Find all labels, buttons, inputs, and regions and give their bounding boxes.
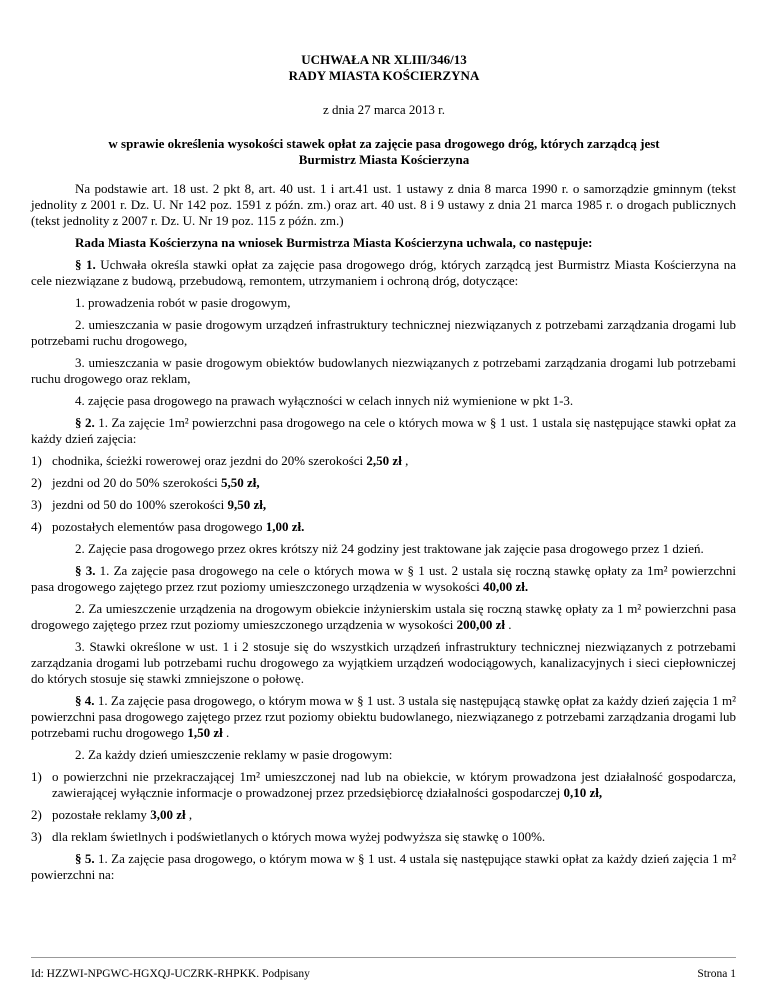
section-2-label: § 2. — [75, 415, 95, 430]
section-4 — [31, 693, 736, 741]
page-number: Strona 1 — [697, 968, 736, 980]
document-header — [0, 52, 768, 168]
document-id: Id: HZZWI-NPGWC-HGXQJ-UCZRK-RHPKK. Podpisany — [31, 968, 310, 980]
council-name: RADY MIASTA KOŚCIERZYNA — [288, 68, 480, 83]
section-3-value: 40,00 zł. — [482, 579, 529, 594]
resolution-number: UCHWAŁA NR XLIII/346/13 — [301, 52, 467, 67]
preamble: Na podstawie art. 18 ust. 2 pkt 8, art. 40 ust. 1 i art.41 ust. 1 ustawy z dnia 8 marca 1990 r. o samorządzie gminnym (tekst jednolity z 2001 r. Dz. U. Nr 142 poz. 1591 z późn. zm.) oraz art. 40 ust. 8 i 9 ustawy z dnia 21 marca 1985 r. o drogach publicznych (tekst jednolity z 2007 r. Dz. U. Nr 19 poz. 115 z późn. zm.) — [31, 181, 736, 228]
ad-item — [31, 807, 736, 823]
rate-suffix: , — [401, 453, 409, 468]
rate-item — [31, 475, 736, 491]
rate-number: 1) — [31, 453, 42, 468]
rate-item — [31, 453, 736, 469]
rate-text: jezdni od 50 do 100% szerokości — [52, 497, 228, 512]
document-body — [31, 181, 736, 889]
section-5 — [31, 851, 736, 883]
section-1-item: 4. zajęcie pasa drogowego na prawach wyłączności w celach innych niż wymienione w pkt 1-3. — [75, 393, 574, 408]
ad-number: 2) — [31, 807, 42, 822]
rate-number: 4) — [31, 519, 42, 534]
rate-value: 1,00 zł. — [265, 519, 305, 534]
ad-text: o powierzchni nie przekraczającej 1m² umieszczonej nad lub na obiekcie, w którym prowadzona jest działalność gospodarcza, zawierającej wyłącznie informacje o prowadzonej przez przedsiębiorcę działalności gospodarczej — [52, 769, 736, 800]
ad-suffix: , — [185, 807, 193, 822]
ad-text: pozostałe reklamy — [52, 807, 151, 822]
ad-item — [31, 829, 736, 845]
ad-text: dla reklam świetlnych i podświetlanych o których mowa wyżej podwyższa się stawkę o 100%. — [52, 829, 546, 844]
section-3-p2-text: 2. Za umieszczenie urządzenia na drogowym obiekcie inżynierskim ustala się roczną stawkę opłaty za 1 m² powierzchni pasa drogowego zajętego przez rzut poziomy umieszczonego urządzenia w wysokości — [31, 601, 736, 632]
section-4-paragraph-2: 2. Za każdy dzień umieszczenie reklamy w pasie drogowym: — [75, 747, 393, 762]
page-footer — [31, 957, 736, 980]
section-3 — [31, 563, 736, 595]
ad-item — [31, 769, 736, 801]
section-1 — [31, 257, 736, 289]
ad-number: 1) — [31, 769, 42, 784]
section-2-text: 1. Za zajęcie 1m² powierzchni pasa drogowego na cele o których mowa w § 1 ust. 1 ustala się następujące stawki opłat za każdy dzień zajęcia: — [31, 415, 737, 446]
rate-item — [31, 519, 736, 535]
ad-value: 0,10 zł, — [563, 785, 603, 800]
section-3-p2-value: 200,00 zł — [456, 617, 505, 632]
section-1-item: 2. umieszczania w pasie drogowym urządzeń infrastruktury technicznej niezwiązanych z potrzebami zarządzania drogami lub potrzebami ruchu drogowego, — [31, 317, 736, 348]
rate-text: pozostałych elementów pasa drogowego — [52, 519, 266, 534]
section-1-text: Uchwała określa stawki opłat za zajęcie pasa drogowego dróg, których zarządcą jest Burmistrz Miasta Kościerzyna na cele niezwiązane z budową, przebudową, remontem, utrzymaniem i ochroną dróg, dotyczące: — [31, 257, 737, 288]
subject-line-1: w sprawie określenia wysokości stawek opłat za zajęcie pasa drogowego dróg, których zarządcą jest — [108, 136, 660, 151]
resolution-subject — [0, 136, 768, 168]
section-4-suffix: . — [222, 725, 230, 740]
rate-number: 3) — [31, 497, 42, 512]
rate-number: 2) — [31, 475, 42, 490]
section-3-text: 1. Za zajęcie pasa drogowego na cele o których mowa w § 1 ust. 2 ustala się roczną stawkę opłaty za 1m² powierzchni pasa drogowego zajętego przez rzut poziomy umieszczonego urządzenia w wysokości — [31, 563, 736, 594]
section-2-paragraph-2: 2. Zajęcie pasa drogowego przez okres krótszy niż 24 godziny jest traktowane jak zajęcie pasa drogowego przez 1 dzień. — [75, 541, 704, 556]
section-3-label: § 3. — [75, 563, 96, 578]
section-4-value: 1,50 zł — [187, 725, 223, 740]
rate-value: 5,50 zł, — [220, 475, 260, 490]
section-1-item: 3. umieszczania w pasie drogowym obiektów budowlanych niezwiązanych z potrzebami zarządzania drogami lub potrzebami ruchu drogowego oraz reklam, — [31, 355, 736, 386]
section-3-paragraph-2 — [31, 601, 736, 633]
rate-value: 9,50 zł, — [227, 497, 267, 512]
section-4-text: 1. Za zajęcie pasa drogowego, o którym mowa w § 1 ust. 3 ustala się następującą stawkę opłat za każdy dzień zajęcia 1 m² powierzchni pasa drogowego zajętego przez rzut poziomy obiektu budowlanego, niezwiązanego z potrzebami zarządzania drogami lub potrzebami ruchu drogowego — [31, 693, 737, 740]
section-4-label: § 4. — [75, 693, 95, 708]
section-5-label: § 5. — [75, 851, 95, 866]
section-3-paragraph-3: 3. Stawki określone w ust. 1 i 2 stosuje się do wszystkich urządzeń infrastruktury technicznej niezwiązanych z potrzebami zarządzania drogami lub potrzebami ruchu drogowego za wyjątkiem urządzeń wodociągowych, kanalizacyjnych i sieci ciepłowniczej do których stosuje się stawki zmniejszone o połowę. — [31, 639, 736, 686]
rate-text: chodnika, ścieżki rowerowej oraz jezdni do 20% szerokości — [52, 453, 367, 468]
section-5-text: 1. Za zajęcie pasa drogowego, o którym mowa w § 1 ust. 4 ustala się następujące stawki opłat za każdy dzień zajęcia 1 m² powierzchni na: — [31, 851, 736, 882]
rate-value: 2,50 zł — [366, 453, 402, 468]
ad-number: 3) — [31, 829, 42, 844]
rate-text: jezdni od 20 do 50% szerokości — [52, 475, 221, 490]
section-3-p2-suffix: . — [504, 617, 512, 632]
section-1-item: 1. prowadzenia robót w pasie drogowym, — [75, 295, 291, 310]
section-2 — [31, 415, 736, 447]
subject-line-2: Burmistrz Miasta Kościerzyna — [298, 152, 470, 167]
ad-value: 3,00 zł — [150, 807, 186, 822]
resolution-intro: Rada Miasta Kościerzyna na wniosek Burmistrza Miasta Kościerzyna uchwala, co następuje: — [75, 235, 593, 250]
rate-item — [31, 497, 736, 513]
section-1-label: § 1. — [75, 257, 96, 272]
resolution-date: z dnia 27 marca 2013 r. — [322, 102, 445, 117]
